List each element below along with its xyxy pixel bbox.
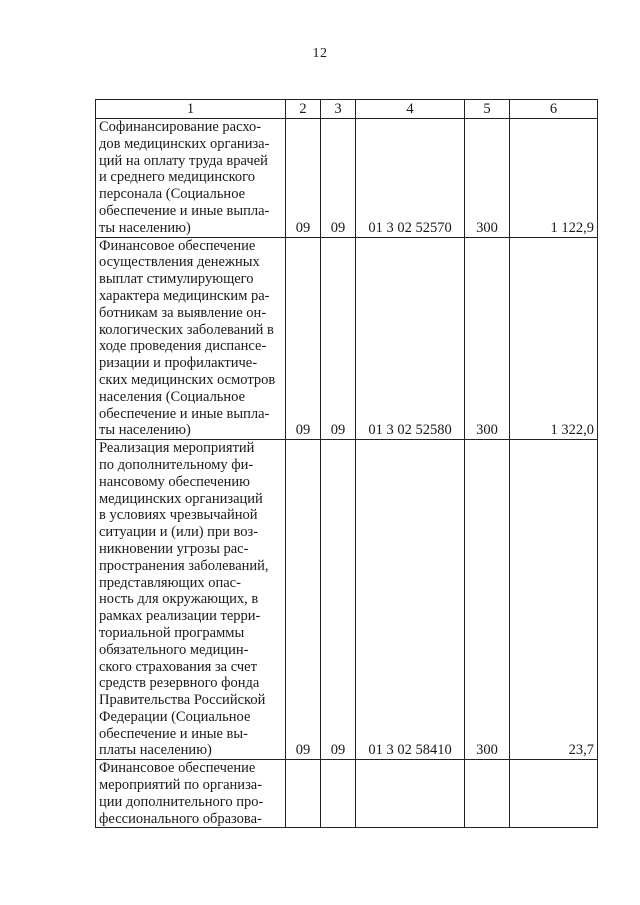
table-row <box>96 119 598 238</box>
description-line: дов медицинских организа- <box>99 135 270 152</box>
description-line: ризации и профилактиче- <box>99 355 258 372</box>
amount: 23,7 <box>510 440 598 760</box>
description-line: Финансовое обеспечение <box>99 237 256 254</box>
target-article-code <box>356 760 465 828</box>
description-line: ций на оплату труда врачей <box>99 152 268 169</box>
description-line: и среднего медицинского <box>99 169 256 186</box>
target-article-code: 01 3 02 58410 <box>356 440 465 760</box>
description-line: ботникам за выявление он- <box>99 304 267 321</box>
subsection-code <box>321 760 356 828</box>
header-cell: 4 <box>356 100 465 119</box>
subsection-code: 09 <box>321 440 356 760</box>
description-line: ториальной программы <box>99 624 245 641</box>
budget-table <box>95 99 598 828</box>
amount: 1 122,9 <box>510 119 598 238</box>
amount <box>510 760 598 828</box>
table-row <box>96 237 598 440</box>
description-line: представляющих опас- <box>99 574 241 591</box>
description-line: ходе проведения диспансе- <box>99 338 267 355</box>
row-description <box>96 440 286 760</box>
description-line: обязательного медицин- <box>99 641 249 658</box>
description-line: выплат стимулирующего <box>99 271 254 288</box>
section-code: 09 <box>286 237 321 440</box>
description-line: Софинансирование расхо- <box>99 119 262 135</box>
description-line: Федерации (Социальное <box>99 708 251 725</box>
section-code: 09 <box>286 440 321 760</box>
description-line: Реализация мероприятий <box>99 440 255 457</box>
expense-type-code: 300 <box>465 119 510 238</box>
description-line: Финансовое обеспечение <box>99 760 256 777</box>
header-cell: 1 <box>96 100 286 119</box>
subsection-code: 09 <box>321 237 356 440</box>
description-line: в условиях чрезвычайной <box>99 507 258 524</box>
table-row <box>96 440 598 760</box>
section-code <box>286 760 321 828</box>
table-header-row <box>96 100 598 119</box>
description-line: средств резервного фонда <box>99 675 260 692</box>
description-line: платы населению) <box>99 742 212 759</box>
row-description <box>96 237 286 440</box>
description-line: ских медицинских осмотров <box>99 371 276 388</box>
description-line: обеспечение и иные выпла- <box>99 405 270 422</box>
description-line: ность для окружающих, в <box>99 591 259 608</box>
description-line: осуществления денежных <box>99 254 260 271</box>
row-description <box>96 760 286 828</box>
description-line: характера медицинским ра- <box>99 287 270 304</box>
description-line: пространения заболеваний, <box>99 557 269 574</box>
description-line: по дополнительному фи- <box>99 456 254 473</box>
header-cell: 6 <box>510 100 598 119</box>
description-line: ситуации и (или) при воз- <box>99 524 259 541</box>
expense-type-code <box>465 760 510 828</box>
expense-type-code: 300 <box>465 440 510 760</box>
description-line: обеспечение и иные выпла- <box>99 202 270 219</box>
expense-type-code: 300 <box>465 237 510 440</box>
target-article-code: 01 3 02 52580 <box>356 237 465 440</box>
header-cell: 3 <box>321 100 356 119</box>
header-cell: 2 <box>286 100 321 119</box>
description-line: ты населению) <box>99 422 191 439</box>
row-description <box>96 119 286 238</box>
description-line: кологических заболеваний в <box>99 321 274 338</box>
description-line: фессионального образова- <box>99 810 262 827</box>
page-number: 12 <box>312 46 328 61</box>
description-line: ского страхования за счет <box>99 658 257 675</box>
target-article-code: 01 3 02 52570 <box>356 119 465 238</box>
description-line: нансовому обеспечению <box>99 473 250 490</box>
header-cell: 5 <box>465 100 510 119</box>
description-line: Правительства Российской <box>99 692 266 709</box>
description-line: рамках реализации терри- <box>99 608 261 625</box>
section-code: 09 <box>286 119 321 238</box>
description-line: обеспечение и иные вы- <box>99 725 248 742</box>
description-line: медицинских организаций <box>99 490 263 507</box>
description-line: ты населению) <box>99 219 191 236</box>
description-line: населения (Социальное <box>99 388 246 405</box>
table-row <box>96 760 598 828</box>
subsection-code: 09 <box>321 119 356 238</box>
description-line: мероприятий по организа- <box>99 777 263 794</box>
amount: 1 322,0 <box>510 237 598 440</box>
description-line: никновении угрозы рас- <box>99 540 249 557</box>
description-line: ции дополнительного про- <box>99 793 264 810</box>
description-line: персонала (Социальное <box>99 186 246 203</box>
